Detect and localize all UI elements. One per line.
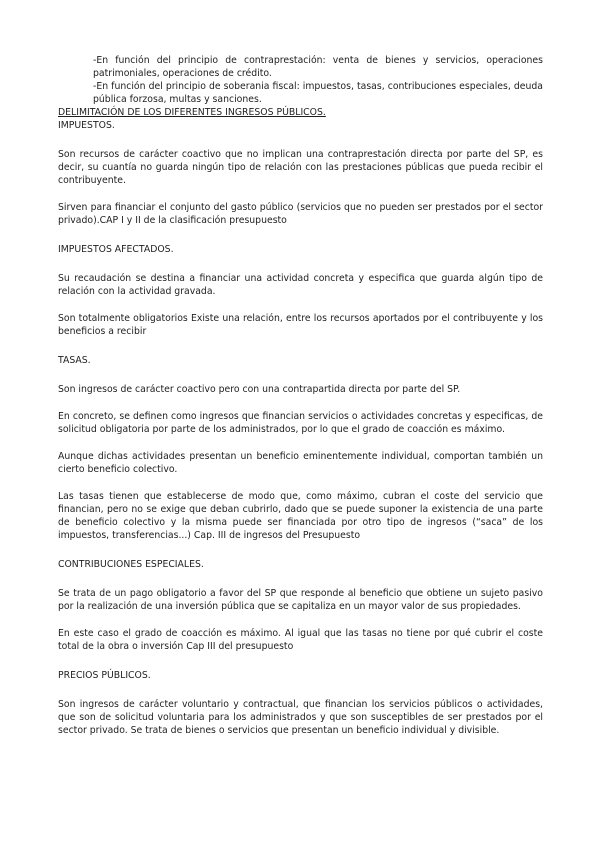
contribuciones-paragraph-1: Se trata de un pago obligatorio a favor del SP que responde al beneficio que obtiene un sujeto pasivo por la realización de una inversión pública que se capitaliza en un mayor valor de sus propiedades. (58, 588, 543, 612)
tasas-paragraph-1: Son ingresos de carácter coactivo pero con una contrapartida directa por parte del SP. (58, 384, 461, 395)
intro-item-contraprestacion: -En función del principio de contraprestación: venta de bienes y servicios, operaciones patrimoniales, operaciones de crédito. (93, 55, 543, 79)
impuestos-paragraph-2: Sirven para financiar el conjunto del gasto público (servicios que no pueden ser prestados por el sector privado).CAP I y II de la clasificación presupuesto (58, 202, 543, 226)
tasas-paragraph-2: En concreto, se definen como ingresos que financian servicios o actividades concretas y especificas, de solicitud obligatoria por parte de los administrados, por lo que el grado de coacción es máximo. (58, 411, 543, 435)
heading-contribuciones-especiales: CONTRIBUCIONES ESPECIALES. (58, 559, 204, 570)
tasas-paragraph-3: Aunque dichas actividades presentan un beneficio eminentemente individual, comportan también un cierto beneficio colectivo. (58, 451, 543, 475)
contribuciones-paragraph-2: En este caso el grado de coacción es máximo. Al igual que las tasas no tiene por qué cubrir el coste total de la obra o inversión Cap III del presupuesto (58, 628, 543, 652)
heading-impuestos-afectados: IMPUESTOS AFECTADOS. (58, 244, 174, 255)
heading-tasas: TASAS. (58, 355, 91, 366)
tasas-paragraph-4: Las tasas tienen que establecerse de modo que, como máximo, cubran el coste del servicio que financian, pero no se exige que deban cubrirlo, dado que se puede suponer la existencia de una parte de beneficio colectivo y la misma puede ser financiada por otro tipo de ingresos (“saca” de los impuestos, transferencias...) Cap. III de ingresos del Presupuesto (58, 491, 543, 541)
impuestos-paragraph-1: Son recursos de carácter coactivo que no implican una contraprestación directa por parte del SP, es decir, su cuantía no guarda ningún tipo de relación con las prestaciones públicas que pueda recibir el contribuyente. (58, 149, 543, 186)
impuestos-afectados-paragraph-1: Su recaudación se destina a financiar una actividad concreta y especifica que guarda algún tipo de relación con la actividad gravada. (58, 273, 543, 297)
heading-impuestos: IMPUESTOS. (58, 120, 115, 131)
impuestos-afectados-paragraph-2: Son totalmente obligatorios Existe una relación, entre los recursos aportados por el contribuyente y los beneficios a recibir (58, 313, 543, 337)
intro-item-soberania: -En función del principio de soberania fiscal: impuestos, tasas, contribuciones especiales, deuda pública forzosa, multas y sanciones. (93, 81, 543, 105)
heading-precios-publicos: PRECIOS PÚBLICOS. (58, 670, 151, 681)
section-title: DELIMITACIÓN DE LOS DIFERENTES INGRESOS PÚBLICOS. (58, 107, 326, 118)
precios-paragraph-1: Son ingresos de carácter voluntario y contractual, que financian los servicios públicos o actividades, que son de solicitud voluntaria para los administrados y que son susceptibles de ser prestados por el sector privado. Se trata de bienes o servicios que presentan un beneficio individual y divisible. (58, 699, 543, 736)
